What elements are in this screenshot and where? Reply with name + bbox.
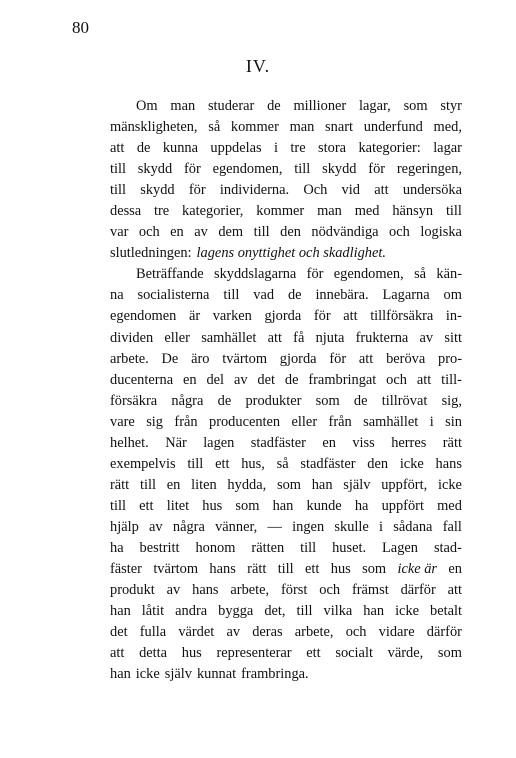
word: representerar	[216, 645, 292, 662]
word: in-	[445, 308, 462, 325]
word: helhet.	[110, 434, 149, 451]
word: för	[368, 161, 386, 178]
word: är	[188, 308, 201, 325]
word: att	[358, 350, 374, 367]
word: en	[170, 224, 184, 241]
word: han	[363, 603, 385, 620]
text-line	[110, 433, 462, 454]
word: man	[170, 98, 196, 114]
word: fulla	[139, 624, 167, 641]
word: sin	[445, 413, 462, 430]
word: av	[233, 371, 248, 388]
word: dessa	[110, 203, 142, 220]
word: deras	[252, 624, 283, 641]
word: individerna.	[219, 182, 290, 199]
word: att	[110, 645, 125, 662]
word: en	[166, 476, 181, 493]
word: till	[110, 161, 126, 178]
word: samhället	[201, 329, 257, 346]
text-line	[110, 538, 462, 559]
word: som	[235, 497, 260, 514]
word: hans	[192, 582, 219, 599]
word: sig	[146, 413, 163, 430]
word: kunde	[306, 497, 342, 514]
word: stadfäster	[250, 434, 306, 451]
word: uppfört	[381, 497, 424, 514]
word: rätt	[247, 561, 267, 578]
word: stora	[318, 140, 347, 157]
word: äro	[191, 350, 210, 367]
word: från	[328, 413, 352, 430]
word: man	[317, 203, 342, 220]
word: frambringa.	[241, 666, 309, 683]
text-line	[110, 475, 462, 496]
word: skyddslagarna	[214, 266, 297, 283]
word: undersöka	[402, 182, 462, 199]
word: exempelvis	[110, 455, 176, 472]
word: det,	[264, 603, 286, 620]
word: om	[443, 287, 462, 304]
text-line	[110, 349, 462, 370]
text-line	[110, 243, 462, 264]
word: några	[171, 392, 204, 409]
word: arbete,	[230, 582, 270, 599]
word: producenten	[209, 413, 281, 430]
text-line	[110, 622, 462, 643]
word: som	[362, 561, 387, 578]
word: tre	[290, 140, 306, 157]
word: därför	[426, 624, 462, 641]
word: låtit	[141, 603, 165, 620]
text-line	[110, 222, 462, 243]
word: samhället	[363, 413, 419, 430]
word: de	[136, 140, 151, 157]
word: värdet	[178, 624, 215, 641]
word: socialt	[335, 645, 373, 662]
word: icke	[135, 666, 160, 683]
word: de	[353, 392, 368, 409]
word: kunnat	[196, 666, 237, 683]
word: icke	[395, 603, 420, 620]
word: arbete.	[110, 350, 149, 367]
word: hans	[435, 455, 462, 472]
word: studerar	[207, 98, 255, 114]
word: han	[272, 497, 294, 514]
word: vilka	[323, 603, 353, 620]
word: underfund	[363, 119, 423, 136]
word: den	[367, 455, 389, 472]
word: del	[206, 371, 225, 388]
word: Lagen	[382, 539, 418, 556]
word: stad-	[433, 539, 462, 556]
word: fäster	[110, 561, 142, 578]
word: till	[294, 161, 311, 178]
word: med	[437, 497, 462, 514]
word: rätten	[251, 539, 285, 556]
word: herres	[391, 434, 427, 451]
word: tre	[154, 203, 170, 220]
word: regeringen,	[396, 161, 462, 178]
word: lagen	[203, 434, 235, 451]
word: dividen	[110, 329, 154, 346]
text-line	[110, 180, 462, 201]
word: till	[187, 455, 204, 472]
word: till	[296, 603, 313, 620]
word: liten	[191, 476, 217, 493]
word: en	[183, 371, 197, 388]
text-line	[110, 601, 462, 622]
word: ett	[305, 561, 320, 578]
word: till	[277, 561, 294, 578]
text-line	[110, 201, 462, 222]
word: främst	[351, 582, 389, 599]
word: att	[110, 140, 125, 157]
word: själv	[164, 666, 192, 683]
word: för	[306, 266, 324, 283]
word: försäkra	[110, 392, 158, 409]
paragraph	[110, 264, 462, 685]
word: frukterna	[355, 329, 409, 346]
word: De	[161, 350, 179, 367]
word: dem	[218, 224, 244, 241]
word: var	[110, 224, 129, 241]
word: som	[276, 476, 301, 493]
word: lagens onyttighet och skadlighet.	[196, 245, 386, 262]
word: uppdelas	[210, 140, 262, 157]
word: till-	[441, 371, 462, 388]
word: skulle	[334, 518, 369, 535]
word: de	[267, 98, 281, 114]
word: hus,	[241, 455, 265, 472]
word: först	[281, 582, 308, 599]
paragraph	[110, 96, 462, 264]
word: ducenterna	[110, 371, 174, 388]
word: och	[319, 582, 341, 599]
word: nödvändiga	[311, 224, 379, 241]
word: viss	[352, 434, 375, 451]
word: skydd	[140, 182, 175, 199]
word: för	[329, 350, 347, 367]
word: vid	[341, 182, 360, 199]
word: de	[217, 392, 232, 409]
word: han	[311, 476, 333, 493]
text-line	[110, 96, 462, 117]
word: med,	[433, 119, 462, 136]
word: slutledningen:	[110, 245, 192, 262]
word: fall	[442, 518, 462, 535]
word: egendomen,	[333, 266, 404, 283]
word: sådana	[393, 518, 433, 535]
word: till	[253, 224, 270, 241]
word: vidare	[378, 624, 415, 641]
word: bestritt	[139, 539, 180, 556]
text-line	[110, 306, 462, 327]
word: till	[139, 476, 156, 493]
word: som	[403, 98, 428, 114]
word: eller	[164, 329, 190, 346]
word: i	[429, 413, 434, 430]
text-line	[110, 517, 462, 538]
text-line	[110, 559, 462, 580]
word: vare	[110, 413, 135, 430]
word: ett	[306, 645, 321, 662]
word: av	[226, 624, 241, 641]
word: uppfört,	[381, 476, 428, 493]
word: eller	[291, 413, 318, 430]
word: hans	[209, 561, 236, 578]
word: socialisterna	[137, 287, 210, 304]
word: att	[374, 182, 389, 199]
word: varken	[212, 308, 252, 325]
chapter-heading: IV.	[245, 56, 271, 76]
word: ingen	[292, 518, 325, 535]
word: icke	[437, 476, 462, 493]
word: i	[274, 140, 278, 157]
word: av	[194, 224, 208, 241]
word: tillförsäkra	[370, 308, 434, 325]
word: sitt	[444, 329, 462, 346]
word: ha	[110, 539, 124, 556]
word: det	[257, 371, 275, 388]
word: därför	[400, 582, 436, 599]
word: litet	[166, 497, 190, 514]
word: betalt	[430, 603, 462, 620]
word: sig,	[441, 392, 462, 409]
word: av	[166, 582, 181, 599]
word: kunna	[162, 140, 198, 157]
word: ett	[139, 497, 154, 514]
word: och	[345, 624, 367, 641]
word: en	[322, 434, 336, 451]
word: att	[416, 371, 432, 388]
word: njuta	[315, 329, 345, 346]
word: av	[149, 518, 163, 535]
word: skydd	[322, 161, 357, 178]
word: innebära.	[315, 287, 369, 304]
text-line	[110, 496, 462, 517]
word: tvärtom	[222, 350, 268, 367]
word: skydd	[137, 161, 173, 178]
text-line	[110, 454, 462, 475]
word: kommer	[230, 119, 279, 136]
word: till	[110, 497, 126, 514]
word: av	[419, 329, 434, 346]
word: egendomen	[110, 308, 177, 325]
word: i	[379, 518, 384, 535]
word: —	[267, 518, 282, 535]
word: hänsyn	[392, 203, 434, 220]
word: och	[386, 371, 407, 388]
word: med	[354, 203, 380, 220]
word: andra	[175, 603, 208, 620]
word: de	[284, 371, 299, 388]
word: gjorda	[264, 308, 302, 325]
word: detta	[139, 645, 168, 662]
word: och	[138, 224, 160, 241]
word: så	[414, 266, 427, 283]
word: styr	[440, 98, 462, 114]
word: Om	[136, 98, 158, 114]
word: den	[280, 224, 301, 241]
word: att	[267, 329, 282, 346]
word: snart	[325, 119, 354, 136]
word: rätt	[110, 476, 130, 493]
word: för	[183, 161, 201, 178]
word: han	[110, 603, 131, 620]
word: hus	[202, 497, 223, 514]
word: honom	[195, 539, 236, 556]
word: arbete,	[294, 624, 334, 641]
text-line	[110, 328, 462, 349]
text-line	[110, 159, 462, 180]
word: själv	[343, 476, 371, 493]
word: så	[208, 119, 221, 136]
word: hydda,	[227, 476, 267, 493]
text-line	[110, 391, 462, 412]
body-text	[110, 96, 462, 685]
word: hjälp	[110, 518, 139, 535]
page-number: 80	[72, 18, 89, 37]
text-line	[110, 412, 462, 433]
word: till	[110, 182, 126, 199]
word: för	[188, 182, 206, 199]
word: frambringat	[308, 371, 377, 388]
word: att	[343, 308, 358, 325]
word: tvärtom	[153, 561, 199, 578]
word: hus	[330, 561, 351, 578]
text-line	[110, 138, 462, 159]
word: produkt	[110, 582, 155, 599]
word: stadfäster	[300, 455, 356, 472]
word: logiska	[420, 224, 462, 241]
word: gjorda	[279, 350, 317, 367]
word: egendomen,	[212, 161, 283, 178]
text-line	[110, 264, 462, 285]
word: kategorier:	[358, 140, 421, 157]
text-line	[110, 117, 462, 138]
word: pro-	[438, 350, 462, 367]
word: lagar	[433, 140, 462, 157]
text-line	[110, 643, 462, 664]
word: till	[445, 203, 462, 220]
text-line	[110, 664, 462, 685]
word: na	[110, 287, 124, 304]
word: lagar,	[359, 98, 391, 114]
word: en	[448, 561, 462, 578]
text-line	[110, 370, 462, 391]
word: kän-	[436, 266, 462, 283]
word: När	[165, 434, 187, 451]
word: få	[293, 329, 305, 346]
word: till	[223, 287, 240, 304]
word: ett	[215, 455, 230, 472]
word: huset.	[332, 539, 367, 556]
word: till	[300, 539, 317, 556]
word: Och	[303, 182, 328, 199]
word: att	[447, 582, 462, 599]
word: som	[315, 392, 340, 409]
word: hus	[181, 645, 202, 662]
word: som	[437, 645, 462, 662]
word: Lagarna	[382, 287, 430, 304]
word: han	[110, 666, 131, 683]
word: det	[110, 624, 128, 641]
word: de	[287, 287, 302, 304]
word: kategorier,	[182, 203, 244, 220]
word: och	[389, 224, 410, 241]
word: millioner	[293, 98, 347, 114]
word: icke är	[397, 561, 438, 578]
word: så	[276, 455, 289, 472]
word: beröva	[386, 350, 426, 367]
word: ha	[354, 497, 369, 514]
word: Beträffande	[136, 266, 204, 283]
word: några	[172, 518, 205, 535]
text-line	[110, 285, 462, 306]
word: vad	[253, 287, 275, 304]
word: produkter	[245, 392, 302, 409]
word: man	[289, 119, 315, 136]
word: kommer	[256, 203, 305, 220]
word: bygga	[218, 603, 254, 620]
word: icke	[399, 455, 424, 472]
word: värde,	[387, 645, 424, 662]
word: tillrövat	[381, 392, 428, 409]
word: från	[174, 413, 198, 430]
word: rätt	[442, 434, 462, 451]
text-line	[110, 580, 462, 601]
word: för	[313, 308, 331, 325]
word: mänskligheten,	[110, 119, 198, 136]
word: vänner,	[215, 518, 258, 535]
